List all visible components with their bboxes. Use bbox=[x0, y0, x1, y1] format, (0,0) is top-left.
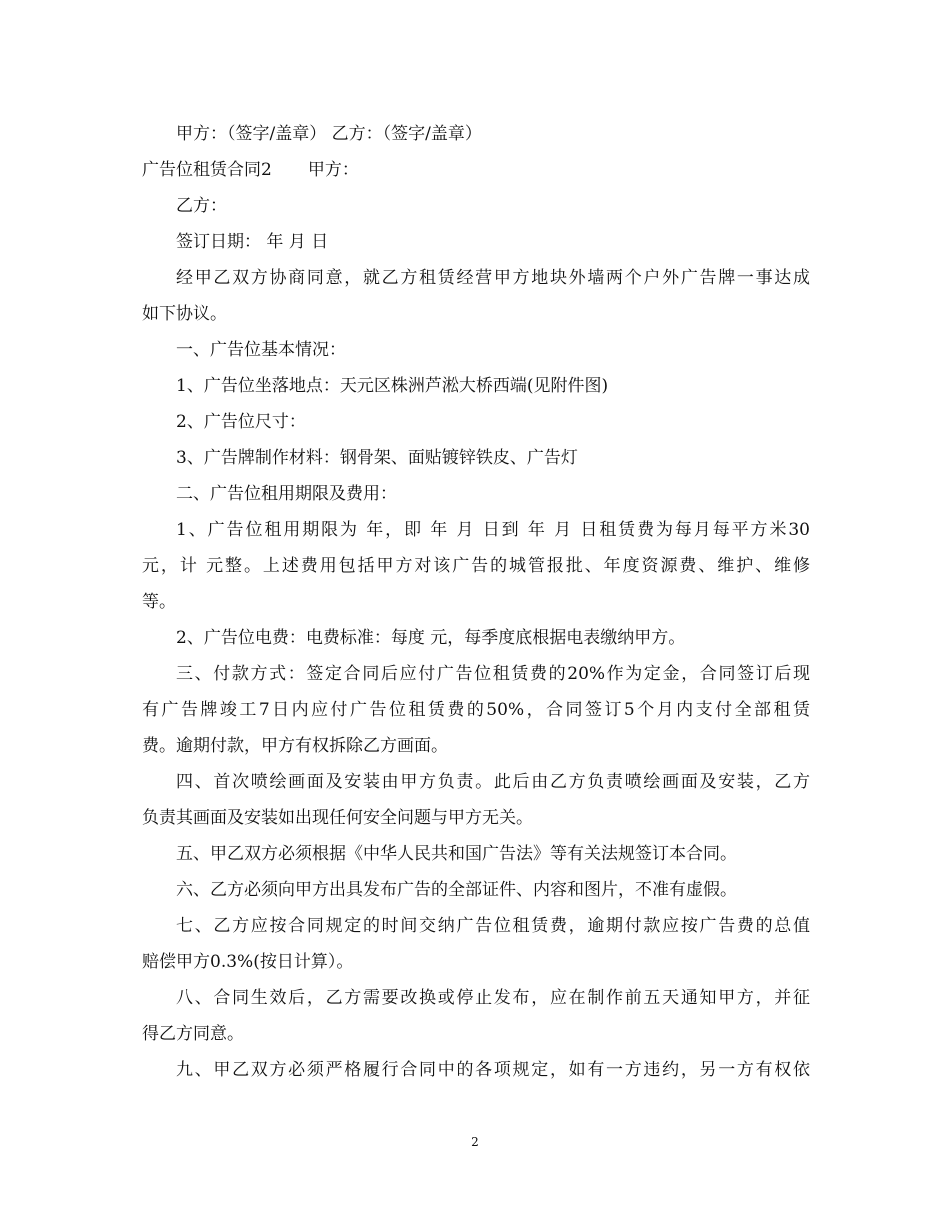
section-2-item-line: 等。 bbox=[142, 592, 176, 612]
section-1-title: 一、广告位基本情况： bbox=[176, 340, 346, 360]
document-body bbox=[142, 116, 810, 1088]
section-4-line: 四、首次喷绘画面及安装由甲方负责。此后由乙方负责喷绘画面及安装，乙方 bbox=[176, 772, 810, 792]
section-1-item: 2、广告位尺寸： bbox=[176, 412, 306, 432]
sign-date: 签订日期： 年 月 日 bbox=[176, 232, 329, 252]
section-6-line: 六、乙方必须向甲方出具发布广告的全部证件、内容和图片，不准有虚假。 bbox=[176, 880, 737, 900]
party-b-label: 乙方： bbox=[176, 196, 227, 216]
section-7-line: 赔偿甲方0.3%(按日计算）。 bbox=[142, 952, 354, 972]
section-5-line: 五、甲乙双方必须根据《中华人民共和国广告法》等有关法规签订本合同。 bbox=[176, 844, 737, 864]
section-3-line: 有广告牌竣工7日内应付广告位租赁费的50%，合同签订5个月内支付全部租赁 bbox=[142, 700, 810, 720]
section-4-line: 负责其画面及安装如出现任何安全问题与甲方无关。 bbox=[142, 808, 533, 828]
section-9-line: 九、甲乙双方必须严格履行合同中的各项规定，如有一方违约，另一方有权依 bbox=[176, 1060, 810, 1080]
section-1-item: 1、广告位坐落地点：天元区株洲芦淞大桥西端(见附件图) bbox=[176, 376, 609, 396]
section-3-line: 三、付款方式：签定合同后应付广告位租赁费的20%作为定金，合同签订后现 bbox=[176, 664, 810, 684]
intro-paragraph-line: 经甲乙双方协商同意，就乙方租赁经营甲方地块外墙两个户外广告牌一事达成 bbox=[176, 268, 810, 288]
page-number: 2 bbox=[471, 1135, 479, 1149]
section-2-item-line: 1、广告位租用期限为 年，即 年 月 日到 年 月 日租赁费为每月每平方米30 bbox=[176, 520, 810, 540]
section-7-line: 七、乙方应按合同规定的时间交纳广告位租赁费，逾期付款应按广告费的总值 bbox=[176, 916, 810, 936]
section-8-line: 八、合同生效后，乙方需要改换或停止发布，应在制作前五天通知甲方，并征 bbox=[176, 988, 810, 1008]
section-2-item: 2、广告位电费：电费标准：每度 元，每季度底根据电表缴纳甲方。 bbox=[176, 628, 686, 648]
section-1-item: 3、广告牌制作材料：钢骨架、面贴镀锌铁皮、广告灯 bbox=[176, 448, 578, 468]
section-3-line: 费。逾期付款，甲方有权拆除乙方画面。 bbox=[142, 736, 448, 756]
section-2-title: 二、广告位租用期限及费用： bbox=[176, 484, 397, 504]
intro-paragraph-line: 如下协议。 bbox=[142, 304, 227, 324]
signature-line: 甲方：（签字/盖章） 乙方：（签字/盖章） bbox=[176, 124, 482, 144]
party-a-label: 甲方： bbox=[307, 160, 359, 180]
contract-title-line bbox=[142, 152, 810, 188]
section-8-line: 得乙方同意。 bbox=[142, 1024, 244, 1044]
section-2-item-line: 元，计 元整。上述费用包括甲方对该广告的城管报批、年度资源费、维护、维修 bbox=[142, 556, 810, 576]
contract-title: 广告位租赁合同2 bbox=[142, 160, 272, 180]
